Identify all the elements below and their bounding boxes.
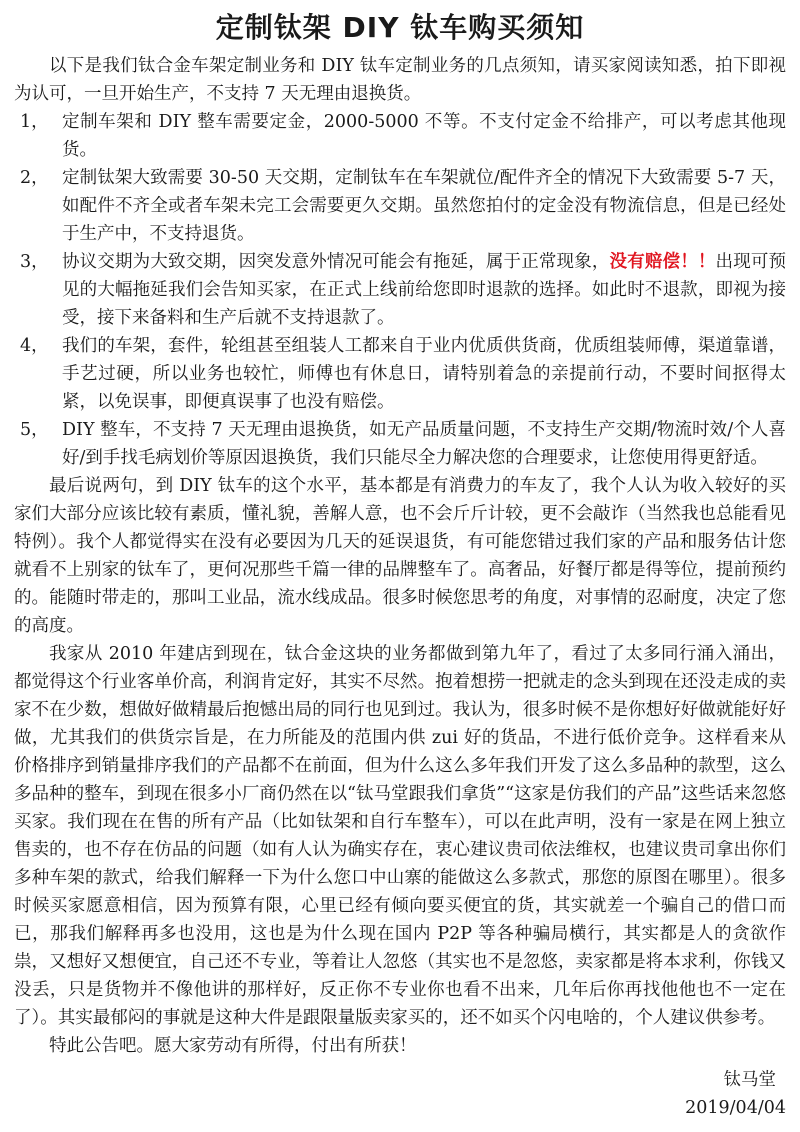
page-title: 定制钛架 DIY 钛车购买须知	[215, 11, 585, 44]
closing-paragraph-1: 最后说两句，到 DIY 钛车的这个水平，基本都是有消费力的车友了，我个人认为收入较好的买家们大部分应该比较有素质，懂礼貌，善解人意，也不会斤斤计较，更不会敲诈（当然我也总能看见特例）。我个人都觉得实在没有必要因为几天的延误退货，有可能您错过我们家的产品和服务估计您就看不上别家的钛车了，更何况那些千篇一律的品牌整车了。高奢品，好餐厅都是得等位，提前预约的。能随时带走的，那叫工业品，流水线成品。很多时候您思考的角度，对事情的忍耐度，决定了您的高度。	[14, 476, 786, 636]
closing-paragraph-2: 我家从 2010 年建店到现在，钛合金这块的业务都做到第九年了，看过了太多同行涌入涌出，都觉得这个行业客单价高，利润肯定好，其实不尽然。抱着想捞一把就走的念头到现在还没走成的卖家不在少数，想做好做精最后抱憾出局的同行也见到过。我认为，很多时候不是你想好好做就能好好做，尤其我们的供货宗旨是，在力所能及的范围内供 zui 好的货品，不进行低价竞争。这样看来从价格排序到销量排序我们的产品都不在前面，但为什么这么多年我们开发了这么多品种的款型，这么多品种的整车，到现在很多小厂商仍然在以“钛马堂跟我们拿货”“这家是仿我们的产品”这些话来忽悠买家。我们现在在售的所有产品（比如钛架和自行车整车），可以在此声明，没有一家是在网上独立售卖的，也不存在仿品的问题（如有人认为确实存在，衷心建议贵司依法维权，也建议贵司拿出你们多种车架的款式，给我们解释一下为什么您口中山寨的能做这么多款式，那您的原图在哪里）。很多时候买家愿意相信，因为预算有限，心里已经有倾向要买便宜的货，其实就差一个骗自己的借口而已，那我们解释再多也没用，这也是为什么现在国内 P2P 等各种骗局横行，其实都是人的贪欲作祟，又想好又想便宜，自己还不专业，等着让人忽悠（其实也不是忽悠，卖家都是将本求利，你钱又没丢，只是货物并不像他讲的那样好，反正你不专业你也看不出来，几年后你再找他他也不一定在了）。其实最郁闷的事就是这种大件是跟限量版卖家买的，还不如买个闪电啥的，个人建议供参考。	[14, 644, 786, 1028]
item-number: 2，	[20, 168, 49, 188]
signature-date: 2019/04/04	[685, 1098, 786, 1118]
signature-block	[14, 1066, 786, 1122]
list-item	[14, 164, 786, 248]
closing-paragraph-3: 特此公告吧。愿大家劳动有所得，付出有所获！	[49, 1036, 417, 1056]
intro-paragraph: 以下是我们钛合金车架定制业务和 DIY 钛车定制业务的几点须知，请买家阅读知悉，拍下即视为认可，一旦开始生产，不支持 7 天无理由退换货。	[14, 56, 786, 104]
list-item	[14, 332, 786, 416]
no-compensation-warning: 没有赔偿！！	[609, 252, 716, 272]
item-text	[62, 248, 786, 332]
item-number: 4，	[20, 336, 49, 356]
item-text: DIY 整车，不支持 7 天无理由退换货，如无产品质量问题，不支持生产交期/物流时效/个人喜好/到手找毛病划价等原因退换货，我们只能尽全力解决您的合理要求，让您使用得更舒适。	[62, 420, 786, 468]
item-text-part: 协议交期为大致交期，因突发意外情况可能会有拖延，属于正常现象，	[62, 252, 610, 272]
item-number: 5，	[20, 420, 49, 440]
signature-name: 钛马堂	[723, 1070, 776, 1090]
item-number: 1，	[20, 112, 49, 132]
item-text: 定制钛架大致需要 30-50 天交期，定制钛车在车架就位/配件齐全的情况下大致需要 5-7 天，如配件不齐全或者车架未完工会需要更久交期。虽然您拍付的定金没有物流信息，但是已经处于生产中，不支持退货。	[62, 168, 786, 244]
list-item	[14, 416, 786, 472]
item-text: 我们的车架，套件，轮组甚至组装人工都来自于业内优质供货商，优质组装师傅，渠道靠谱，手艺过硬，所以业务也较忙，师傅也有休息日，请特别着急的亲提前行动，不要时间抠得太紧，以免误事，即便真误事了也没有赔偿。	[62, 336, 786, 412]
item-number: 3，	[20, 252, 49, 272]
list-item	[14, 248, 786, 332]
item-text-part: 出现可预见的大幅拖延我们会告知买家，在正式上线前给您即时退款的选择。如此时不退款，即视为接受，接下来备料和生产后就不支持退款了。	[62, 252, 787, 328]
list-item	[14, 108, 786, 164]
item-text: 定制车架和 DIY 整车需要定金，2000-5000 不等。不支付定金不给排产，可以考虑其他现货。	[62, 112, 786, 160]
